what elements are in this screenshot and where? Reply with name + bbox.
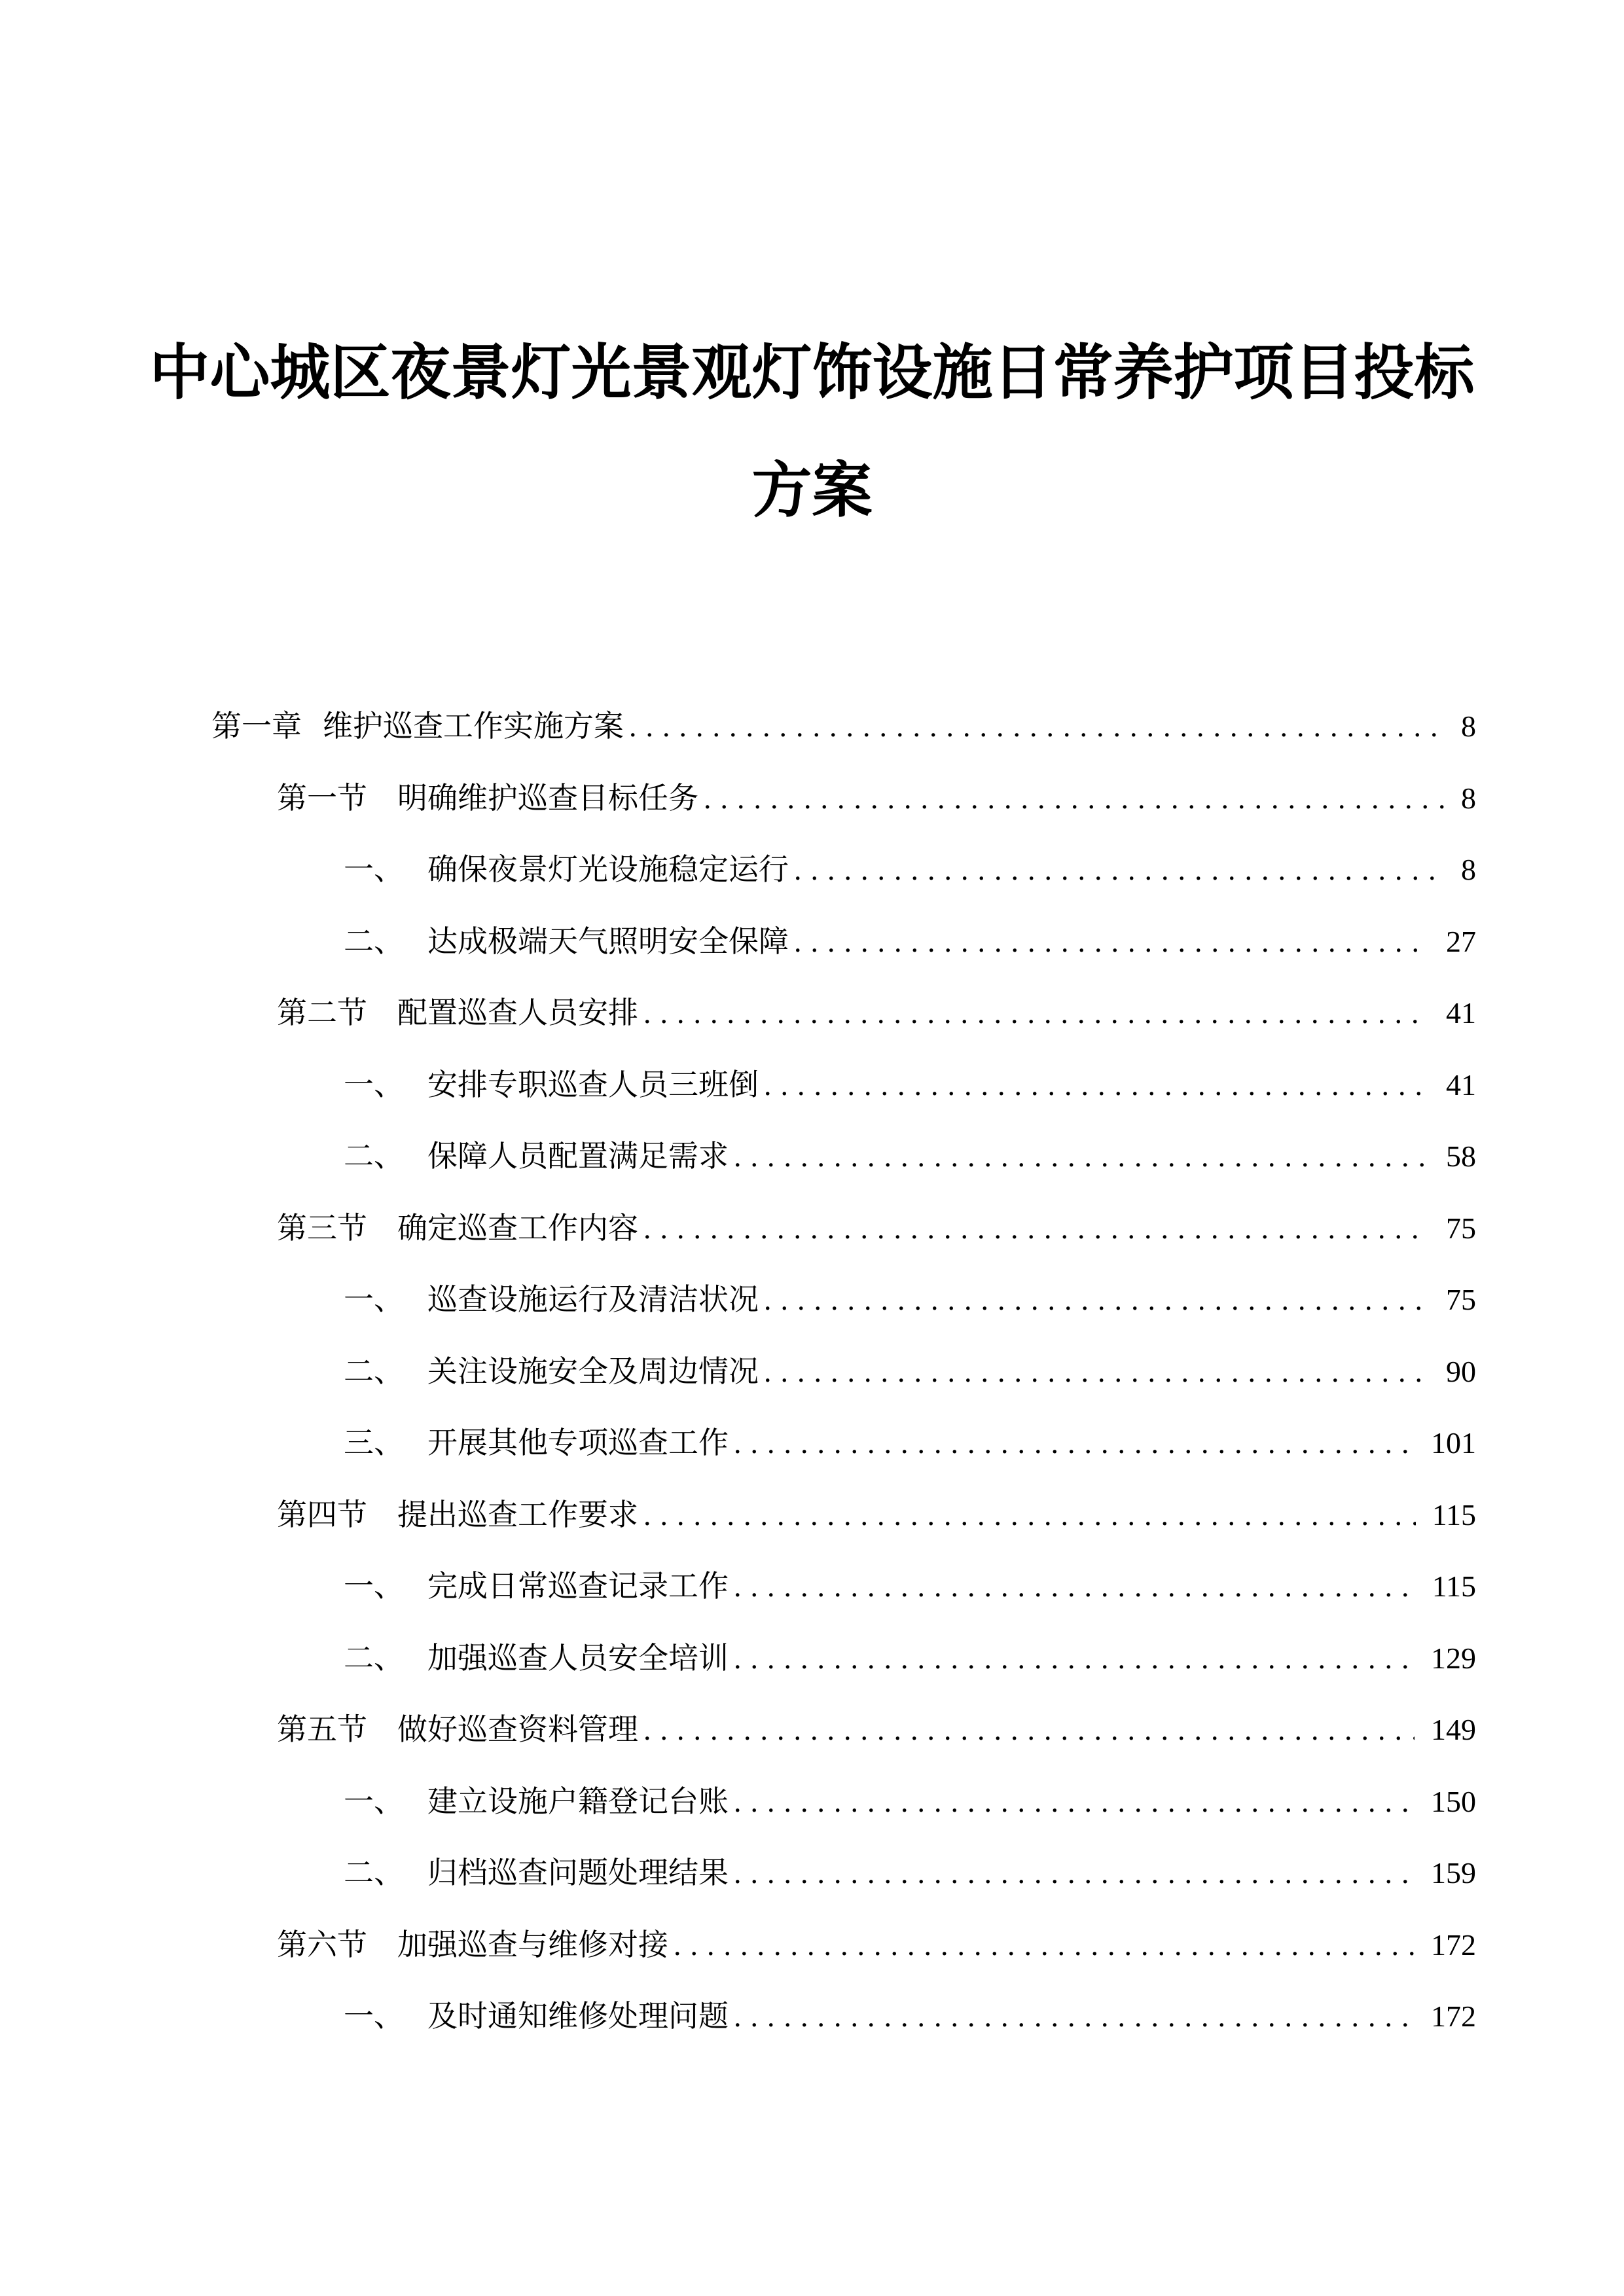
toc-entry-page: 115 (1432, 1570, 1476, 1603)
toc-entry-page: 90 (1446, 1354, 1476, 1388)
toc-dot-leader (734, 1623, 1415, 1695)
document-title (0, 314, 1624, 550)
toc-entry-page: 129 (1431, 1641, 1476, 1675)
toc-dot-leader (674, 1909, 1415, 1981)
toc-entry-label: 一、 (344, 853, 404, 886)
toc-entry-label: 二、 (344, 1354, 404, 1388)
toc-entry-page: 101 (1431, 1426, 1476, 1460)
toc-dot-leader (629, 691, 1445, 762)
toc-entry[interactable] (0, 834, 1624, 906)
toc-entry[interactable] (0, 1193, 1624, 1265)
toc-entry-page: 8 (1461, 853, 1476, 886)
table-of-contents (0, 691, 1624, 2053)
toc-entry-label: 第一节 (277, 781, 367, 815)
toc-entry[interactable] (0, 906, 1624, 978)
toc-dot-leader (643, 977, 1430, 1049)
toc-entry-page: 159 (1431, 1856, 1476, 1890)
toc-entry-page: 115 (1432, 1498, 1476, 1532)
toc-entry-page: 41 (1446, 996, 1476, 1030)
toc-dot-leader (794, 906, 1430, 978)
toc-entry[interactable] (0, 1694, 1624, 1766)
toc-entry-label: 一、 (344, 1067, 404, 1102)
toc-dot-leader (704, 762, 1445, 834)
toc-entry-title: 巡查设施运行及清洁状况 (427, 1283, 759, 1316)
toc-entry-title: 维护巡查工作实施方案 (323, 709, 624, 743)
toc-entry-title: 达成极端天气照明安全保障 (427, 924, 789, 958)
toc-entry[interactable] (0, 1121, 1624, 1193)
toc-entry-title: 配置巡查人员安排 (397, 996, 638, 1030)
toc-entry-page: 41 (1446, 1067, 1476, 1102)
toc-entry-label: 第四节 (277, 1498, 367, 1532)
toc-dot-leader (734, 1121, 1430, 1193)
toc-dot-leader (734, 1837, 1415, 1909)
toc-entry-page: 8 (1461, 781, 1476, 815)
toc-entry-label: 一、 (344, 2000, 404, 2033)
toc-entry[interactable] (0, 1623, 1624, 1695)
toc-entry-label: 二、 (344, 1856, 404, 1890)
toc-entry-title: 安排专职巡查人员三班倒 (427, 1067, 759, 1102)
toc-entry-page: 27 (1446, 924, 1476, 958)
toc-entry-label: 第六节 (277, 1928, 367, 1962)
toc-entry[interactable] (0, 1407, 1624, 1479)
toc-entry[interactable] (0, 1551, 1624, 1623)
toc-entry-label: 一、 (344, 1570, 404, 1603)
toc-entry-label: 第五节 (277, 1713, 367, 1746)
toc-entry-label: 第三节 (277, 1211, 367, 1245)
toc-entry-title: 归档巡查问题处理结果 (427, 1856, 729, 1890)
toc-entry-title: 明确维护巡查目标任务 (397, 781, 698, 815)
toc-entry[interactable] (0, 1479, 1624, 1551)
toc-entry-page: 172 (1431, 1928, 1476, 1962)
toc-entry-page: 75 (1446, 1211, 1476, 1245)
toc-entry-title: 做好巡查资料管理 (397, 1713, 638, 1746)
title-line-2: 方案 (751, 457, 873, 524)
toc-entry[interactable] (0, 1981, 1624, 2053)
toc-entry-label: 二、 (344, 924, 404, 958)
toc-entry-title: 加强巡查与维修对接 (397, 1928, 668, 1962)
toc-dot-leader (734, 1981, 1415, 2053)
toc-entry-label: 第一章 (211, 709, 302, 743)
toc-entry[interactable] (0, 1909, 1624, 1981)
toc-entry-title: 关注设施安全及周边情况 (427, 1354, 759, 1388)
toc-entry-title: 确定巡查工作内容 (397, 1211, 638, 1245)
toc-entry-label: 三、 (344, 1426, 404, 1460)
toc-entry[interactable] (0, 1766, 1624, 1838)
toc-entry[interactable] (0, 691, 1624, 762)
toc-entry-page: 172 (1431, 2000, 1476, 2033)
toc-entry-label: 一、 (344, 1283, 404, 1316)
toc-entry-page: 149 (1431, 1713, 1476, 1746)
toc-entry-page: 8 (1461, 709, 1476, 743)
toc-entry-label: 一、 (344, 1784, 404, 1818)
toc-dot-leader (734, 1766, 1415, 1838)
toc-entry-page: 75 (1446, 1283, 1476, 1316)
toc-entry[interactable] (0, 1837, 1624, 1909)
toc-entry-label: 第二节 (277, 996, 367, 1030)
toc-entry[interactable] (0, 977, 1624, 1049)
toc-entry-title: 完成日常巡查记录工作 (427, 1570, 729, 1603)
toc-dot-leader (643, 1694, 1415, 1766)
toc-entry-title: 保障人员配置满足需求 (427, 1139, 729, 1173)
toc-entry-title: 加强巡查人员安全培训 (427, 1641, 729, 1675)
toc-entry-title: 确保夜景灯光设施稳定运行 (427, 853, 789, 886)
toc-entry-title: 开展其他专项巡查工作 (427, 1426, 729, 1460)
title-line-1: 中心城区夜景灯光景观灯饰设施日常养护项目投标 (149, 340, 1475, 406)
toc-entry[interactable] (0, 1336, 1624, 1408)
toc-entry-title: 及时通知维修处理问题 (427, 2000, 729, 2033)
toc-dot-leader (734, 1551, 1416, 1623)
toc-dot-leader (764, 1049, 1430, 1121)
toc-entry[interactable] (0, 1264, 1624, 1336)
toc-entry-page: 58 (1446, 1139, 1476, 1173)
toc-entry[interactable] (0, 762, 1624, 834)
toc-entry-title: 建立设施户籍登记台账 (427, 1784, 729, 1818)
toc-entry-page: 150 (1431, 1784, 1476, 1818)
toc-entry-label: 二、 (344, 1139, 404, 1173)
toc-entry-label: 二、 (344, 1641, 404, 1675)
toc-dot-leader (764, 1336, 1430, 1408)
toc-dot-leader (764, 1264, 1430, 1336)
toc-entry[interactable] (0, 1049, 1624, 1121)
toc-entry-title: 提出巡查工作要求 (397, 1498, 638, 1532)
toc-dot-leader (643, 1193, 1430, 1265)
toc-dot-leader (734, 1407, 1415, 1479)
toc-dot-leader (794, 834, 1445, 906)
toc-dot-leader (643, 1479, 1416, 1551)
